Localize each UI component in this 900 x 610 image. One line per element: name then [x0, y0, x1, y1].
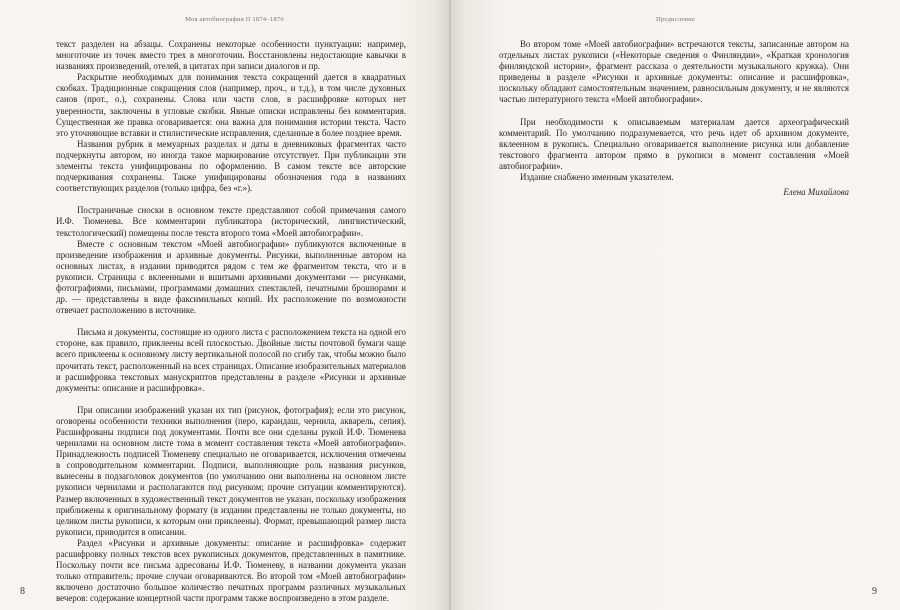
- paragraph: Постраничные сноски в основном тексте представляют собой примечания самого И.Ф. Тюменева. Все комментарии публикатора (исторический, лингвистический, текстологический) помещены после текста второго тома «Моей автобиографии».: [56, 205, 406, 238]
- page-number-right: 9: [872, 586, 877, 597]
- paragraph: Издание снабжено именным указателем.: [520, 172, 674, 183]
- paragraph: Названия рубрик в мемуарных разделах и даты в дневниковых фрагментах часто подчеркнуты автором, но иногда такое маркирование отсутствует. При публикации эти элементы текста унифицированы по оформлению. В самом тексте все авторские подчеркивания сохранены. Также унифицированы обозначения года в названиях соответствующих разделов (только цифра, без «г.»).: [56, 138, 406, 194]
- left-page-body: [56, 39, 406, 605]
- paragraph: Во втором томе «Моей автобиографии» встречаются тексты, записанные автором на отдельных листах рукописи («Некоторые сведения о Финляндии», «Краткая хронология финляндской истории», фрагмент рассказа о деятельности музыкального кружка). Они приведены в разделе «Рисунки и архивные документы: описание и расшифровка», поскольку обладают самостоятельным значением, равносильным документу, и не являются частью литературного текста «Моей автобиографии».: [499, 39, 849, 105]
- running-head-right: Предисловие: [655, 16, 696, 23]
- running-head-left: Моя автобиография II 1874–1876: [185, 16, 284, 23]
- paragraph: Раздел «Рисунки и архивные документы: описание и расшифровка» содержит расшифровку полных текстов всех рукописных документов, представленных в памятнике. Поскольку почти все письма адресованы И.Ф. Тюменеву, в названии документа указан только отправитель; прочие случаи оговариваются. Во второй том «Моей автобиографии» включено достаточно большое количество печатных программ различных музыкальных вечеров: содержание концертной части программ также воспроизведено в этом разделе.: [56, 537, 406, 604]
- right-page: [451, 0, 900, 610]
- paragraph: Письма и документы, состоящие из одного листа с расположением текста на одной его стороне, как правило, приклеены всей плоскостью. Двойные листы почтовой бумаги чаще всего приклеены к основному листу вертикальной полосой по сгибу так, чтобы можно было прочитать текст, расположенный на всех страницах. Описание изобразительных материалов и расшифровка текстовых манускриптов представлены в разделе «Рисунки и архивные документы: описание и расшифровка».: [56, 327, 406, 393]
- author-signature: Елена Михайлова: [783, 187, 849, 198]
- paragraph: Раскрытие необходимых для понимания текста сокращений дается в квадратных скобках. Традиционные сокращения слов (например, проч., и т.д.), в том числе духовных санов (прот., о.), сохранены. Слова или части слов, в расшифровке которых нет уверенности, заключены в угловые скобки. Явные описки исправлены без комментария. Существенная же правка оговаривается: она важна для понимания истории текста. Часто это уточняющие вставки и стилистические исправления, сделанные в более позднее время.: [56, 72, 406, 138]
- paragraph: Вместе с основным текстом «Моей автобиографии» публикуются включенные в произведение изображения и архивные документы. Рисунки, выполненные автором на основных листах, в издании приводятся рядом с тем же фрагментом текста, что и в рукописи. Страницы с вклеенными и вшитыми архивными документами — рисунками, фотографиями, письмами, программами домашних спектаклей, печатными брошюрами и др. — представлены в виде факсимильных копий. Их расположение по возможности отвечает расположению в источнике.: [56, 238, 406, 316]
- right-page-body: [499, 39, 849, 198]
- paragraph: При необходимости к описываемым материалам дается археографический комментарий. По умолчанию подразумевается, что речь идет об архивном документе, вклеенном в рукопись. Специально оговаривается выполнение рисунка или добавление текстового фрагмента автором прямо в рукописи в момент составления «Моей автобиографии».: [499, 116, 849, 171]
- paragraph: текст разделен на абзацы. Сохранены некоторые особенности пунктуации: например, многоточие из точек вместо трех в многоточии. Восстановлены недостающие кавычки в названиях произведений, отелей, в цитатах при записи диалогов и пр.: [56, 39, 406, 72]
- left-page: [0, 0, 449, 610]
- paragraph: При описании изображений указан их тип (рисунок, фотография); если это рисунок, оговорены особенности техники выполнения (перо, карандаш, чернила, акварель, сепия). Расшифрованы подписи под документами. Почти все они сделаны рукой И.Ф. Тюменева чернилами на основном листе тома в момент составления текста «Моей автобиографии». Принадлежность подписей Тюменеву специально не оговаривается, исключения отмечены в сопроводительном комментарии. Подписи, выполняющие роль названия рисунков, вынесены в подзаголовок документов (по умолчанию они выполнены на основном листе рукописи чернилами и располагаются под рисунком; прочие ситуации комментируются). Размер включенных в художественный текст документов не указан, поскольку изображения приближены к оригинальному формату (в издании представлены не только документы, но целиком листы рукописи, к которым они приклеены). Формат, превышающий размер листа рукописи, приводится в описании.: [56, 404, 406, 537]
- page-number-left: 8: [20, 586, 25, 597]
